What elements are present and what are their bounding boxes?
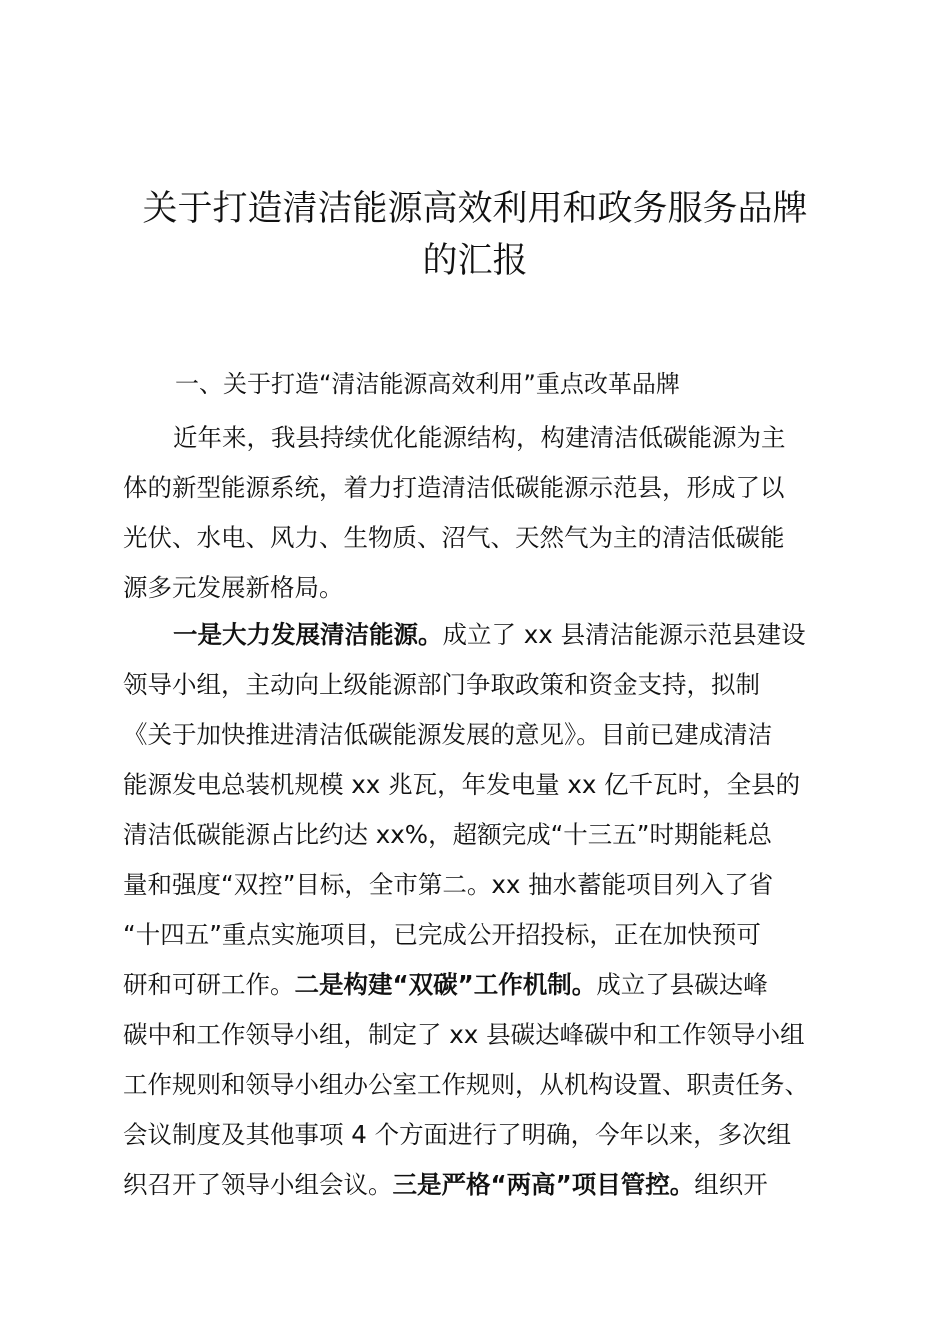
bold-lead-3: 三是严格“两高”项目管控。 (392, 1170, 695, 1199)
section-heading: 一、关于打造“清洁能源高效利用”重点改革品牌 (175, 370, 680, 398)
paragraph-line: 近年来，我县持续优化能源结构，构建清洁低碳能源为主 (173, 423, 786, 452)
line-text: 研和可研工作。 (123, 970, 295, 999)
paragraph-line: 体的新型能源系统，着力打造清洁低碳能源示范县，形成了以 (123, 473, 785, 502)
bold-lead-2: 二是构建“双碳”工作机制。 (294, 970, 597, 999)
paragraph-line: 工作规则和领导小组办公室工作规则，从机构设置、职责任务、 (123, 1070, 809, 1099)
paragraph-line: 《关于加快推进清洁低碳能源发展的意见》。目前已建成清洁 (123, 720, 773, 749)
paragraph-line: 量和强度“双控”目标，全市第二。xx 抽水蓄能项目列入了省 (123, 870, 774, 899)
paragraph-line: 源多元发展新格局。 (123, 573, 344, 602)
bold-lead-1: 一是大力发展清洁能源。 (173, 620, 443, 649)
paragraph-line (123, 610, 843, 660)
line-text: 组织开 (694, 1170, 768, 1199)
paragraph-line: “十四五”重点实施项目，已完成公开招投标，正在加快预可 (123, 920, 761, 949)
paragraph-line: 碳中和工作领导小组，制定了 xx 县碳达峰碳中和工作领导小组 (123, 1020, 805, 1049)
paragraph-line (123, 1160, 843, 1210)
line-text: 成立了县碳达峰 (596, 970, 768, 999)
line-text: 织召开了领导小组会议。 (123, 1170, 393, 1199)
paragraph-line: 能源发电总装机规模 xx 兆瓦，年发电量 xx 亿千瓦时，全县的 (123, 770, 801, 799)
paragraph-intro (123, 413, 843, 613)
paragraph-line: 领导小组，主动向上级能源部门争取政策和资金支持，拟制 (123, 670, 760, 699)
line-text: 成立了 xx 县清洁能源示范县建设 (442, 620, 806, 649)
paragraph-measures (123, 610, 843, 1210)
paragraph-line: 光伏、水电、风力、生物质、沼气、天然气为主的清洁低碳能 (123, 523, 785, 552)
paragraph-line (123, 960, 843, 1010)
title-line-1: 关于打造清洁能源高效利用和政务服务品牌 (142, 189, 808, 230)
paragraph-line: 会议制度及其他事项 4 个方面进行了明确，今年以来，多次组 (123, 1120, 792, 1149)
document-title (100, 183, 850, 287)
title-line-2: 的汇报 (422, 241, 528, 282)
paragraph-line: 清洁低碳能源占比约达 xx%，超额完成“十三五”时期能耗总 (123, 820, 772, 849)
